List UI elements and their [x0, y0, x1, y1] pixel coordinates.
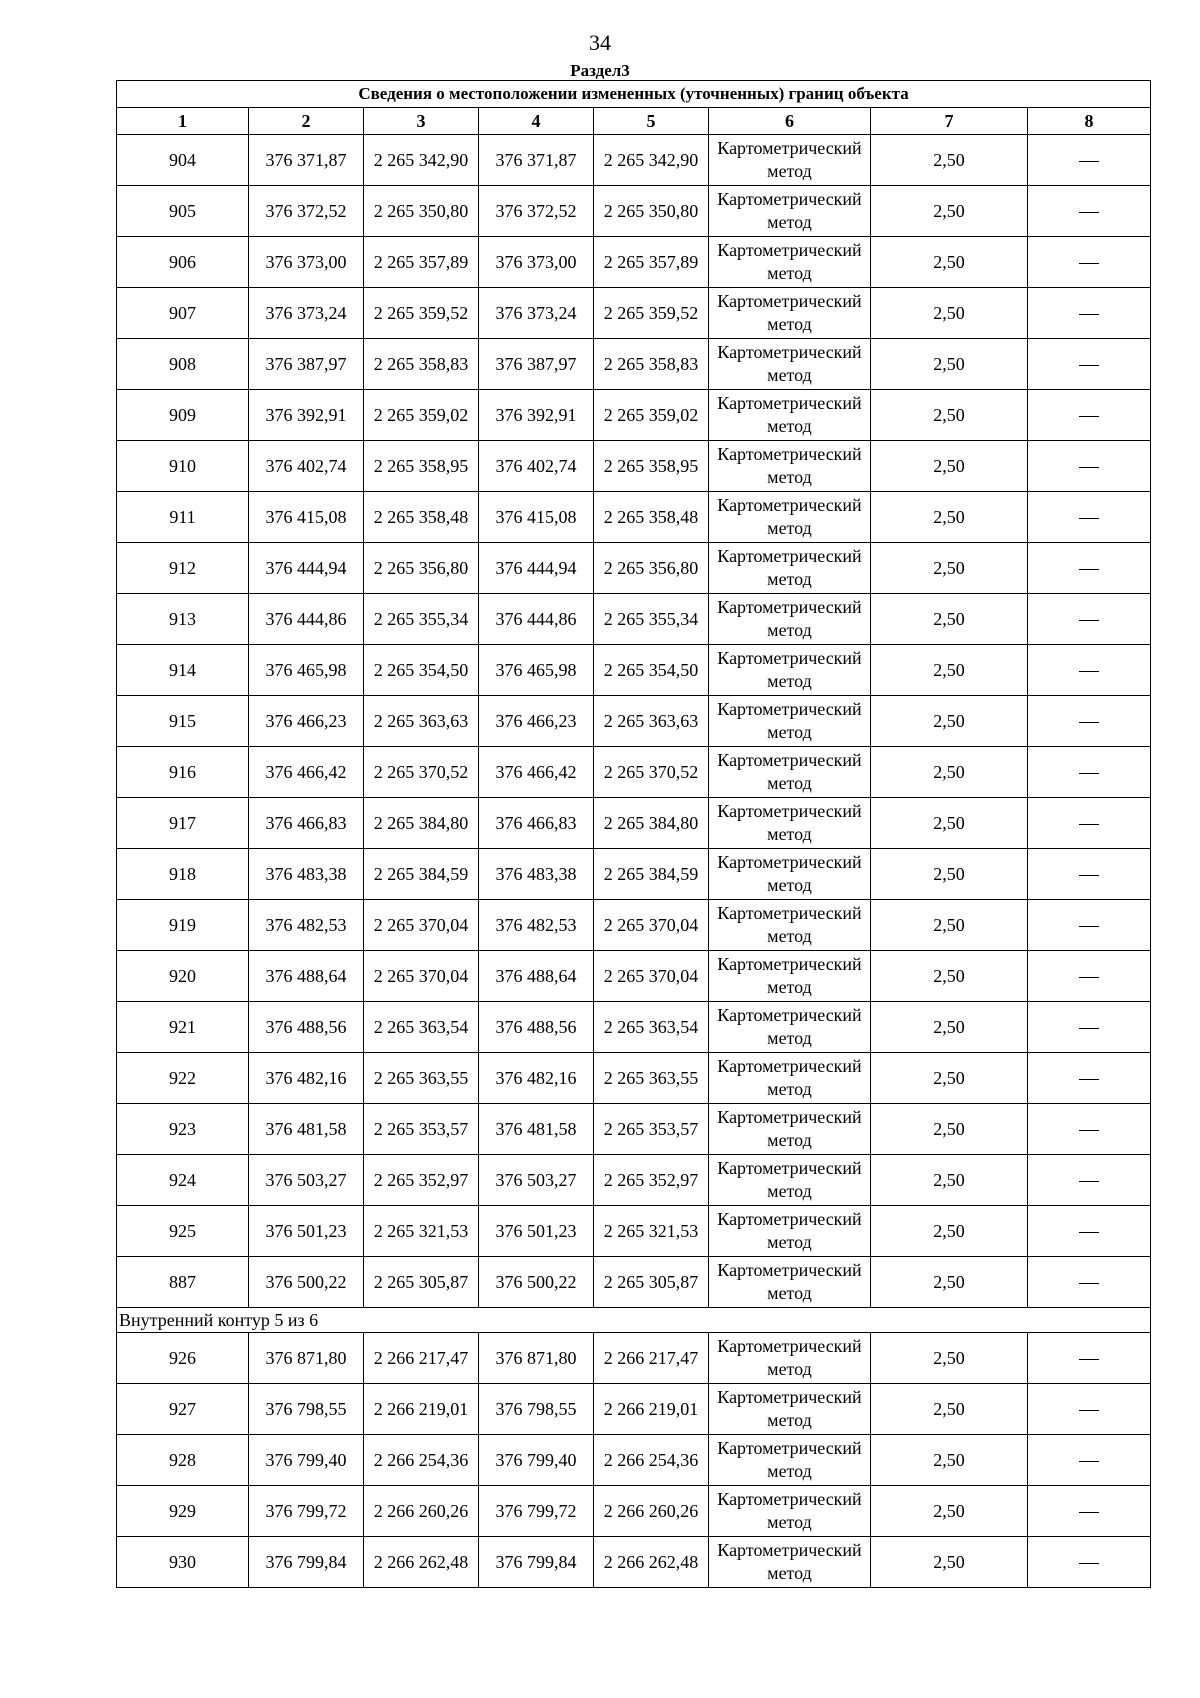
point-number: 910: [117, 441, 249, 492]
point-number: 904: [117, 135, 249, 186]
point-number: 924: [117, 1155, 249, 1206]
description-cell: [1028, 594, 1151, 645]
coord-x-cell: 376 466,23: [249, 696, 364, 747]
coord-y-cell: 2 265 350,80: [364, 186, 479, 237]
precision-cell: 2,50: [871, 1155, 1028, 1206]
coord-x-cell: 376 392,91: [479, 390, 594, 441]
table-row: [117, 390, 1151, 441]
coord-y-cell: 2 265 356,80: [364, 543, 479, 594]
coord-y-cell: 2 265 352,97: [364, 1155, 479, 1206]
precision-cell: 2,50: [871, 1053, 1028, 1104]
table-row: [117, 237, 1151, 288]
precision-cell: 2,50: [871, 1002, 1028, 1053]
coord-y-cell: 2 265 370,52: [594, 747, 709, 798]
coord-x-cell: 376 501,23: [479, 1206, 594, 1257]
coord-y-cell: 2 265 357,89: [364, 237, 479, 288]
point-number: 911: [117, 492, 249, 543]
dash-mark: [1079, 314, 1099, 315]
method-cell: Картометрический метод: [709, 288, 871, 339]
method-cell: Картометрический метод: [709, 1053, 871, 1104]
point-number: 908: [117, 339, 249, 390]
dash-mark: [1079, 1181, 1099, 1182]
dash-mark: [1079, 671, 1099, 672]
coord-y-cell: 2 265 358,48: [364, 492, 479, 543]
table-row: [117, 1104, 1151, 1155]
method-cell: Картометрический метод: [709, 441, 871, 492]
table-body: [117, 81, 1151, 1588]
column-header-row: [117, 108, 1151, 135]
coord-x-cell: 376 371,87: [249, 135, 364, 186]
coord-y-cell: 2 265 355,34: [364, 594, 479, 645]
table-row: [117, 1537, 1151, 1588]
coord-y-cell: 2 265 370,04: [364, 900, 479, 951]
dash-mark: [1079, 365, 1099, 366]
table-row: [117, 645, 1151, 696]
coord-y-cell: 2 265 356,80: [594, 543, 709, 594]
coord-x-cell: 376 799,84: [479, 1537, 594, 1588]
boundary-table: [116, 80, 1151, 1588]
precision-cell: 2,50: [871, 1206, 1028, 1257]
coord-y-cell: 2 265 370,04: [364, 951, 479, 1002]
description-cell: [1028, 339, 1151, 390]
description-cell: [1028, 1384, 1151, 1435]
coord-x-cell: 376 415,08: [479, 492, 594, 543]
method-cell: Картометрический метод: [709, 237, 871, 288]
coord-y-cell: 2 265 363,55: [594, 1053, 709, 1104]
column-header: 3: [364, 108, 479, 135]
point-number: 930: [117, 1537, 249, 1588]
description-cell: [1028, 186, 1151, 237]
precision-cell: 2,50: [871, 696, 1028, 747]
coord-y-cell: 2 265 350,80: [594, 186, 709, 237]
coord-y-cell: 2 265 354,50: [364, 645, 479, 696]
table-row: [117, 441, 1151, 492]
coord-y-cell: 2 266 219,01: [594, 1384, 709, 1435]
description-cell: [1028, 1537, 1151, 1588]
coord-y-cell: 2 265 363,55: [364, 1053, 479, 1104]
coord-y-cell: 2 266 262,48: [364, 1537, 479, 1588]
coord-x-cell: 376 488,64: [479, 951, 594, 1002]
method-cell: Картометрический метод: [709, 645, 871, 696]
point-number: 927: [117, 1384, 249, 1435]
coord-y-cell: 2 266 260,26: [364, 1486, 479, 1537]
precision-cell: 2,50: [871, 390, 1028, 441]
precision-cell: 2,50: [871, 1384, 1028, 1435]
coord-x-cell: 376 482,16: [249, 1053, 364, 1104]
table-row: [117, 1053, 1151, 1104]
precision-cell: 2,50: [871, 798, 1028, 849]
method-cell: Картометрический метод: [709, 951, 871, 1002]
column-header: 1: [117, 108, 249, 135]
coord-y-cell: 2 265 363,63: [364, 696, 479, 747]
method-cell: Картометрический метод: [709, 798, 871, 849]
coord-y-cell: 2 265 358,95: [364, 441, 479, 492]
coord-x-cell: 376 501,23: [249, 1206, 364, 1257]
method-cell: Картометрический метод: [709, 390, 871, 441]
coord-x-cell: 376 466,83: [249, 798, 364, 849]
table-row: [117, 492, 1151, 543]
description-cell: [1028, 1104, 1151, 1155]
description-cell: [1028, 645, 1151, 696]
point-number: 919: [117, 900, 249, 951]
point-number: 918: [117, 849, 249, 900]
precision-cell: 2,50: [871, 441, 1028, 492]
coord-x-cell: 376 415,08: [249, 492, 364, 543]
table-row: [117, 543, 1151, 594]
coord-y-cell: 2 265 321,53: [594, 1206, 709, 1257]
coord-y-cell: 2 266 262,48: [594, 1537, 709, 1588]
method-cell: Картометрический метод: [709, 1486, 871, 1537]
coord-y-cell: 2 266 260,26: [594, 1486, 709, 1537]
dash-mark: [1079, 722, 1099, 723]
column-header: 8: [1028, 108, 1151, 135]
coord-x-cell: 376 503,27: [479, 1155, 594, 1206]
precision-cell: 2,50: [871, 135, 1028, 186]
method-cell: Картометрический метод: [709, 339, 871, 390]
description-cell: [1028, 492, 1151, 543]
description-cell: [1028, 696, 1151, 747]
dash-mark: [1079, 1461, 1099, 1462]
dash-mark: [1079, 1079, 1099, 1080]
description-cell: [1028, 849, 1151, 900]
table-row: [117, 1155, 1151, 1206]
method-cell: Картометрический метод: [709, 747, 871, 798]
method-cell: Картометрический метод: [709, 900, 871, 951]
table-row: [117, 288, 1151, 339]
precision-cell: 2,50: [871, 594, 1028, 645]
description-cell: [1028, 1155, 1151, 1206]
precision-cell: 2,50: [871, 237, 1028, 288]
point-number: 923: [117, 1104, 249, 1155]
coord-x-cell: 376 482,53: [479, 900, 594, 951]
table-caption-row: [117, 81, 1151, 108]
coord-x-cell: 376 373,00: [249, 237, 364, 288]
coord-y-cell: 2 265 359,52: [364, 288, 479, 339]
dash-mark: [1079, 569, 1099, 570]
section-title: Раздел3: [570, 61, 630, 80]
coord-x-cell: 376 372,52: [479, 186, 594, 237]
method-cell: Картометрический метод: [709, 696, 871, 747]
table-row: [117, 1002, 1151, 1053]
point-number: 913: [117, 594, 249, 645]
point-number: 909: [117, 390, 249, 441]
coord-y-cell: 2 265 358,83: [364, 339, 479, 390]
table-row: [117, 1206, 1151, 1257]
coord-y-cell: 2 265 355,34: [594, 594, 709, 645]
coord-x-cell: 376 488,64: [249, 951, 364, 1002]
precision-cell: 2,50: [871, 747, 1028, 798]
coord-x-cell: 376 465,98: [479, 645, 594, 696]
method-cell: Картометрический метод: [709, 1257, 871, 1308]
dash-mark: [1079, 926, 1099, 927]
dash-mark: [1079, 875, 1099, 876]
precision-cell: 2,50: [871, 951, 1028, 1002]
table-row: [117, 1257, 1151, 1308]
precision-cell: 2,50: [871, 645, 1028, 696]
coord-x-cell: 376 465,98: [249, 645, 364, 696]
precision-cell: 2,50: [871, 849, 1028, 900]
dash-mark: [1079, 824, 1099, 825]
coord-x-cell: 376 871,80: [249, 1333, 364, 1384]
coord-x-cell: 376 482,53: [249, 900, 364, 951]
coord-x-cell: 376 444,86: [479, 594, 594, 645]
contour-label: Внутренний контур 5 из 6: [117, 1308, 1151, 1333]
point-number: 916: [117, 747, 249, 798]
coord-x-cell: 376 481,58: [249, 1104, 364, 1155]
table-row: [117, 135, 1151, 186]
dash-mark: [1079, 1410, 1099, 1411]
coord-y-cell: 2 265 363,63: [594, 696, 709, 747]
coord-y-cell: 2 265 305,87: [364, 1257, 479, 1308]
description-cell: [1028, 237, 1151, 288]
description-cell: [1028, 135, 1151, 186]
method-cell: Картометрический метод: [709, 492, 871, 543]
dash-mark: [1079, 1130, 1099, 1131]
coord-y-cell: 2 265 321,53: [364, 1206, 479, 1257]
point-number: 917: [117, 798, 249, 849]
point-number: 912: [117, 543, 249, 594]
dash-mark: [1079, 263, 1099, 264]
coord-x-cell: 376 371,87: [479, 135, 594, 186]
coord-y-cell: 2 265 305,87: [594, 1257, 709, 1308]
precision-cell: 2,50: [871, 1486, 1028, 1537]
method-cell: Картометрический метод: [709, 849, 871, 900]
precision-cell: 2,50: [871, 186, 1028, 237]
coord-y-cell: 2 265 358,48: [594, 492, 709, 543]
coord-x-cell: 376 798,55: [479, 1384, 594, 1435]
coord-y-cell: 2 265 363,54: [594, 1002, 709, 1053]
dash-mark: [1079, 1232, 1099, 1233]
table-row: [117, 1333, 1151, 1384]
table-row: [117, 798, 1151, 849]
coord-x-cell: 376 481,58: [479, 1104, 594, 1155]
point-number: 921: [117, 1002, 249, 1053]
method-cell: Картометрический метод: [709, 1104, 871, 1155]
table-row: [117, 900, 1151, 951]
table-row: [117, 747, 1151, 798]
coord-x-cell: 376 402,74: [479, 441, 594, 492]
coord-x-cell: 376 444,94: [479, 543, 594, 594]
point-number: 915: [117, 696, 249, 747]
table-row: [117, 951, 1151, 1002]
coord-y-cell: 2 265 357,89: [594, 237, 709, 288]
coord-y-cell: 2 265 384,59: [594, 849, 709, 900]
coord-y-cell: 2 265 342,90: [594, 135, 709, 186]
method-cell: Картометрический метод: [709, 1537, 871, 1588]
coord-x-cell: 376 482,16: [479, 1053, 594, 1104]
description-cell: [1028, 1333, 1151, 1384]
method-cell: Картометрический метод: [709, 1384, 871, 1435]
method-cell: Картометрический метод: [709, 1002, 871, 1053]
page-number: 34: [589, 30, 611, 55]
point-number: 929: [117, 1486, 249, 1537]
description-cell: [1028, 1257, 1151, 1308]
dash-mark: [1079, 1563, 1099, 1564]
dash-mark: [1079, 977, 1099, 978]
point-number: 926: [117, 1333, 249, 1384]
dash-mark: [1079, 1512, 1099, 1513]
coord-x-cell: 376 799,40: [479, 1435, 594, 1486]
coord-x-cell: 376 387,97: [249, 339, 364, 390]
coord-y-cell: 2 265 384,80: [594, 798, 709, 849]
dash-mark: [1079, 1283, 1099, 1284]
precision-cell: 2,50: [871, 543, 1028, 594]
coord-y-cell: 2 265 353,57: [364, 1104, 479, 1155]
method-cell: Картометрический метод: [709, 594, 871, 645]
coord-x-cell: 376 503,27: [249, 1155, 364, 1206]
dash-mark: [1079, 518, 1099, 519]
description-cell: [1028, 543, 1151, 594]
dash-mark: [1079, 212, 1099, 213]
description-cell: [1028, 390, 1151, 441]
coord-y-cell: 2 265 342,90: [364, 135, 479, 186]
coord-x-cell: 376 488,56: [479, 1002, 594, 1053]
table-row: [117, 696, 1151, 747]
coord-x-cell: 376 466,42: [479, 747, 594, 798]
contour-row: [117, 1308, 1151, 1333]
column-header: 6: [709, 108, 871, 135]
table-row: [117, 186, 1151, 237]
coord-x-cell: 376 444,86: [249, 594, 364, 645]
point-number: 925: [117, 1206, 249, 1257]
precision-cell: 2,50: [871, 1257, 1028, 1308]
coord-x-cell: 376 466,23: [479, 696, 594, 747]
coord-x-cell: 376 483,38: [479, 849, 594, 900]
coord-y-cell: 2 265 370,52: [364, 747, 479, 798]
method-cell: Картометрический метод: [709, 186, 871, 237]
precision-cell: 2,50: [871, 288, 1028, 339]
coord-x-cell: 376 444,94: [249, 543, 364, 594]
coord-x-cell: 376 387,97: [479, 339, 594, 390]
coord-x-cell: 376 500,22: [479, 1257, 594, 1308]
description-cell: [1028, 288, 1151, 339]
coord-y-cell: 2 265 384,80: [364, 798, 479, 849]
description-cell: [1028, 441, 1151, 492]
coord-y-cell: 2 265 363,54: [364, 1002, 479, 1053]
dash-mark: [1079, 416, 1099, 417]
method-cell: Картометрический метод: [709, 543, 871, 594]
coord-y-cell: 2 265 359,02: [594, 390, 709, 441]
precision-cell: 2,50: [871, 1333, 1028, 1384]
method-cell: Картометрический метод: [709, 1206, 871, 1257]
description-cell: [1028, 951, 1151, 1002]
precision-cell: 2,50: [871, 1537, 1028, 1588]
coord-x-cell: 376 488,56: [249, 1002, 364, 1053]
description-cell: [1028, 1053, 1151, 1104]
method-cell: Картометрический метод: [709, 1155, 871, 1206]
coord-y-cell: 2 266 217,47: [594, 1333, 709, 1384]
coord-x-cell: 376 373,24: [479, 288, 594, 339]
coord-x-cell: 376 372,52: [249, 186, 364, 237]
point-number: 907: [117, 288, 249, 339]
dash-mark: [1079, 1359, 1099, 1360]
coord-y-cell: 2 266 254,36: [594, 1435, 709, 1486]
description-cell: [1028, 1435, 1151, 1486]
coord-x-cell: 376 799,40: [249, 1435, 364, 1486]
point-number: 920: [117, 951, 249, 1002]
coord-x-cell: 376 466,83: [479, 798, 594, 849]
table-row: [117, 849, 1151, 900]
description-cell: [1028, 900, 1151, 951]
coord-x-cell: 376 798,55: [249, 1384, 364, 1435]
column-header: 2: [249, 108, 364, 135]
coord-x-cell: 376 373,00: [479, 237, 594, 288]
point-number: 928: [117, 1435, 249, 1486]
point-number: 914: [117, 645, 249, 696]
coord-x-cell: 376 373,24: [249, 288, 364, 339]
coord-y-cell: 2 265 384,59: [364, 849, 479, 900]
dash-mark: [1079, 161, 1099, 162]
description-cell: [1028, 1206, 1151, 1257]
description-cell: [1028, 1486, 1151, 1537]
column-header: 7: [871, 108, 1028, 135]
table-row: [117, 1384, 1151, 1435]
precision-cell: 2,50: [871, 1104, 1028, 1155]
precision-cell: 2,50: [871, 339, 1028, 390]
coord-x-cell: 376 871,80: [479, 1333, 594, 1384]
description-cell: [1028, 1002, 1151, 1053]
method-cell: Картометрический метод: [709, 1435, 871, 1486]
coord-y-cell: 2 266 217,47: [364, 1333, 479, 1384]
point-number: 887: [117, 1257, 249, 1308]
method-cell: Картометрический метод: [709, 1333, 871, 1384]
precision-cell: 2,50: [871, 492, 1028, 543]
coord-x-cell: 376 500,22: [249, 1257, 364, 1308]
coord-x-cell: 376 402,74: [249, 441, 364, 492]
coord-y-cell: 2 265 352,97: [594, 1155, 709, 1206]
coord-y-cell: 2 265 354,50: [594, 645, 709, 696]
method-cell: Картометрический метод: [709, 135, 871, 186]
coord-y-cell: 2 266 219,01: [364, 1384, 479, 1435]
coord-y-cell: 2 265 359,02: [364, 390, 479, 441]
column-header: 5: [594, 108, 709, 135]
description-cell: [1028, 798, 1151, 849]
coord-x-cell: 376 466,42: [249, 747, 364, 798]
column-header: 4: [479, 108, 594, 135]
point-number: 906: [117, 237, 249, 288]
coord-y-cell: 2 266 254,36: [364, 1435, 479, 1486]
coord-x-cell: 376 483,38: [249, 849, 364, 900]
precision-cell: 2,50: [871, 900, 1028, 951]
coord-y-cell: 2 265 359,52: [594, 288, 709, 339]
coord-y-cell: 2 265 353,57: [594, 1104, 709, 1155]
coord-x-cell: 376 799,84: [249, 1537, 364, 1588]
table-row: [117, 594, 1151, 645]
point-number: 905: [117, 186, 249, 237]
table-row: [117, 339, 1151, 390]
point-number: 922: [117, 1053, 249, 1104]
dash-mark: [1079, 773, 1099, 774]
dash-mark: [1079, 620, 1099, 621]
coord-y-cell: 2 265 370,04: [594, 951, 709, 1002]
table-caption: Сведения о местоположении измененных (уточненных) границ объекта: [117, 81, 1151, 108]
table-row: [117, 1486, 1151, 1537]
coord-x-cell: 376 392,91: [249, 390, 364, 441]
coord-y-cell: 2 265 358,95: [594, 441, 709, 492]
dash-mark: [1079, 467, 1099, 468]
coord-x-cell: 376 799,72: [479, 1486, 594, 1537]
table-row: [117, 1435, 1151, 1486]
description-cell: [1028, 747, 1151, 798]
coord-x-cell: 376 799,72: [249, 1486, 364, 1537]
precision-cell: 2,50: [871, 1435, 1028, 1486]
coord-y-cell: 2 265 358,83: [594, 339, 709, 390]
coord-y-cell: 2 265 370,04: [594, 900, 709, 951]
dash-mark: [1079, 1028, 1099, 1029]
